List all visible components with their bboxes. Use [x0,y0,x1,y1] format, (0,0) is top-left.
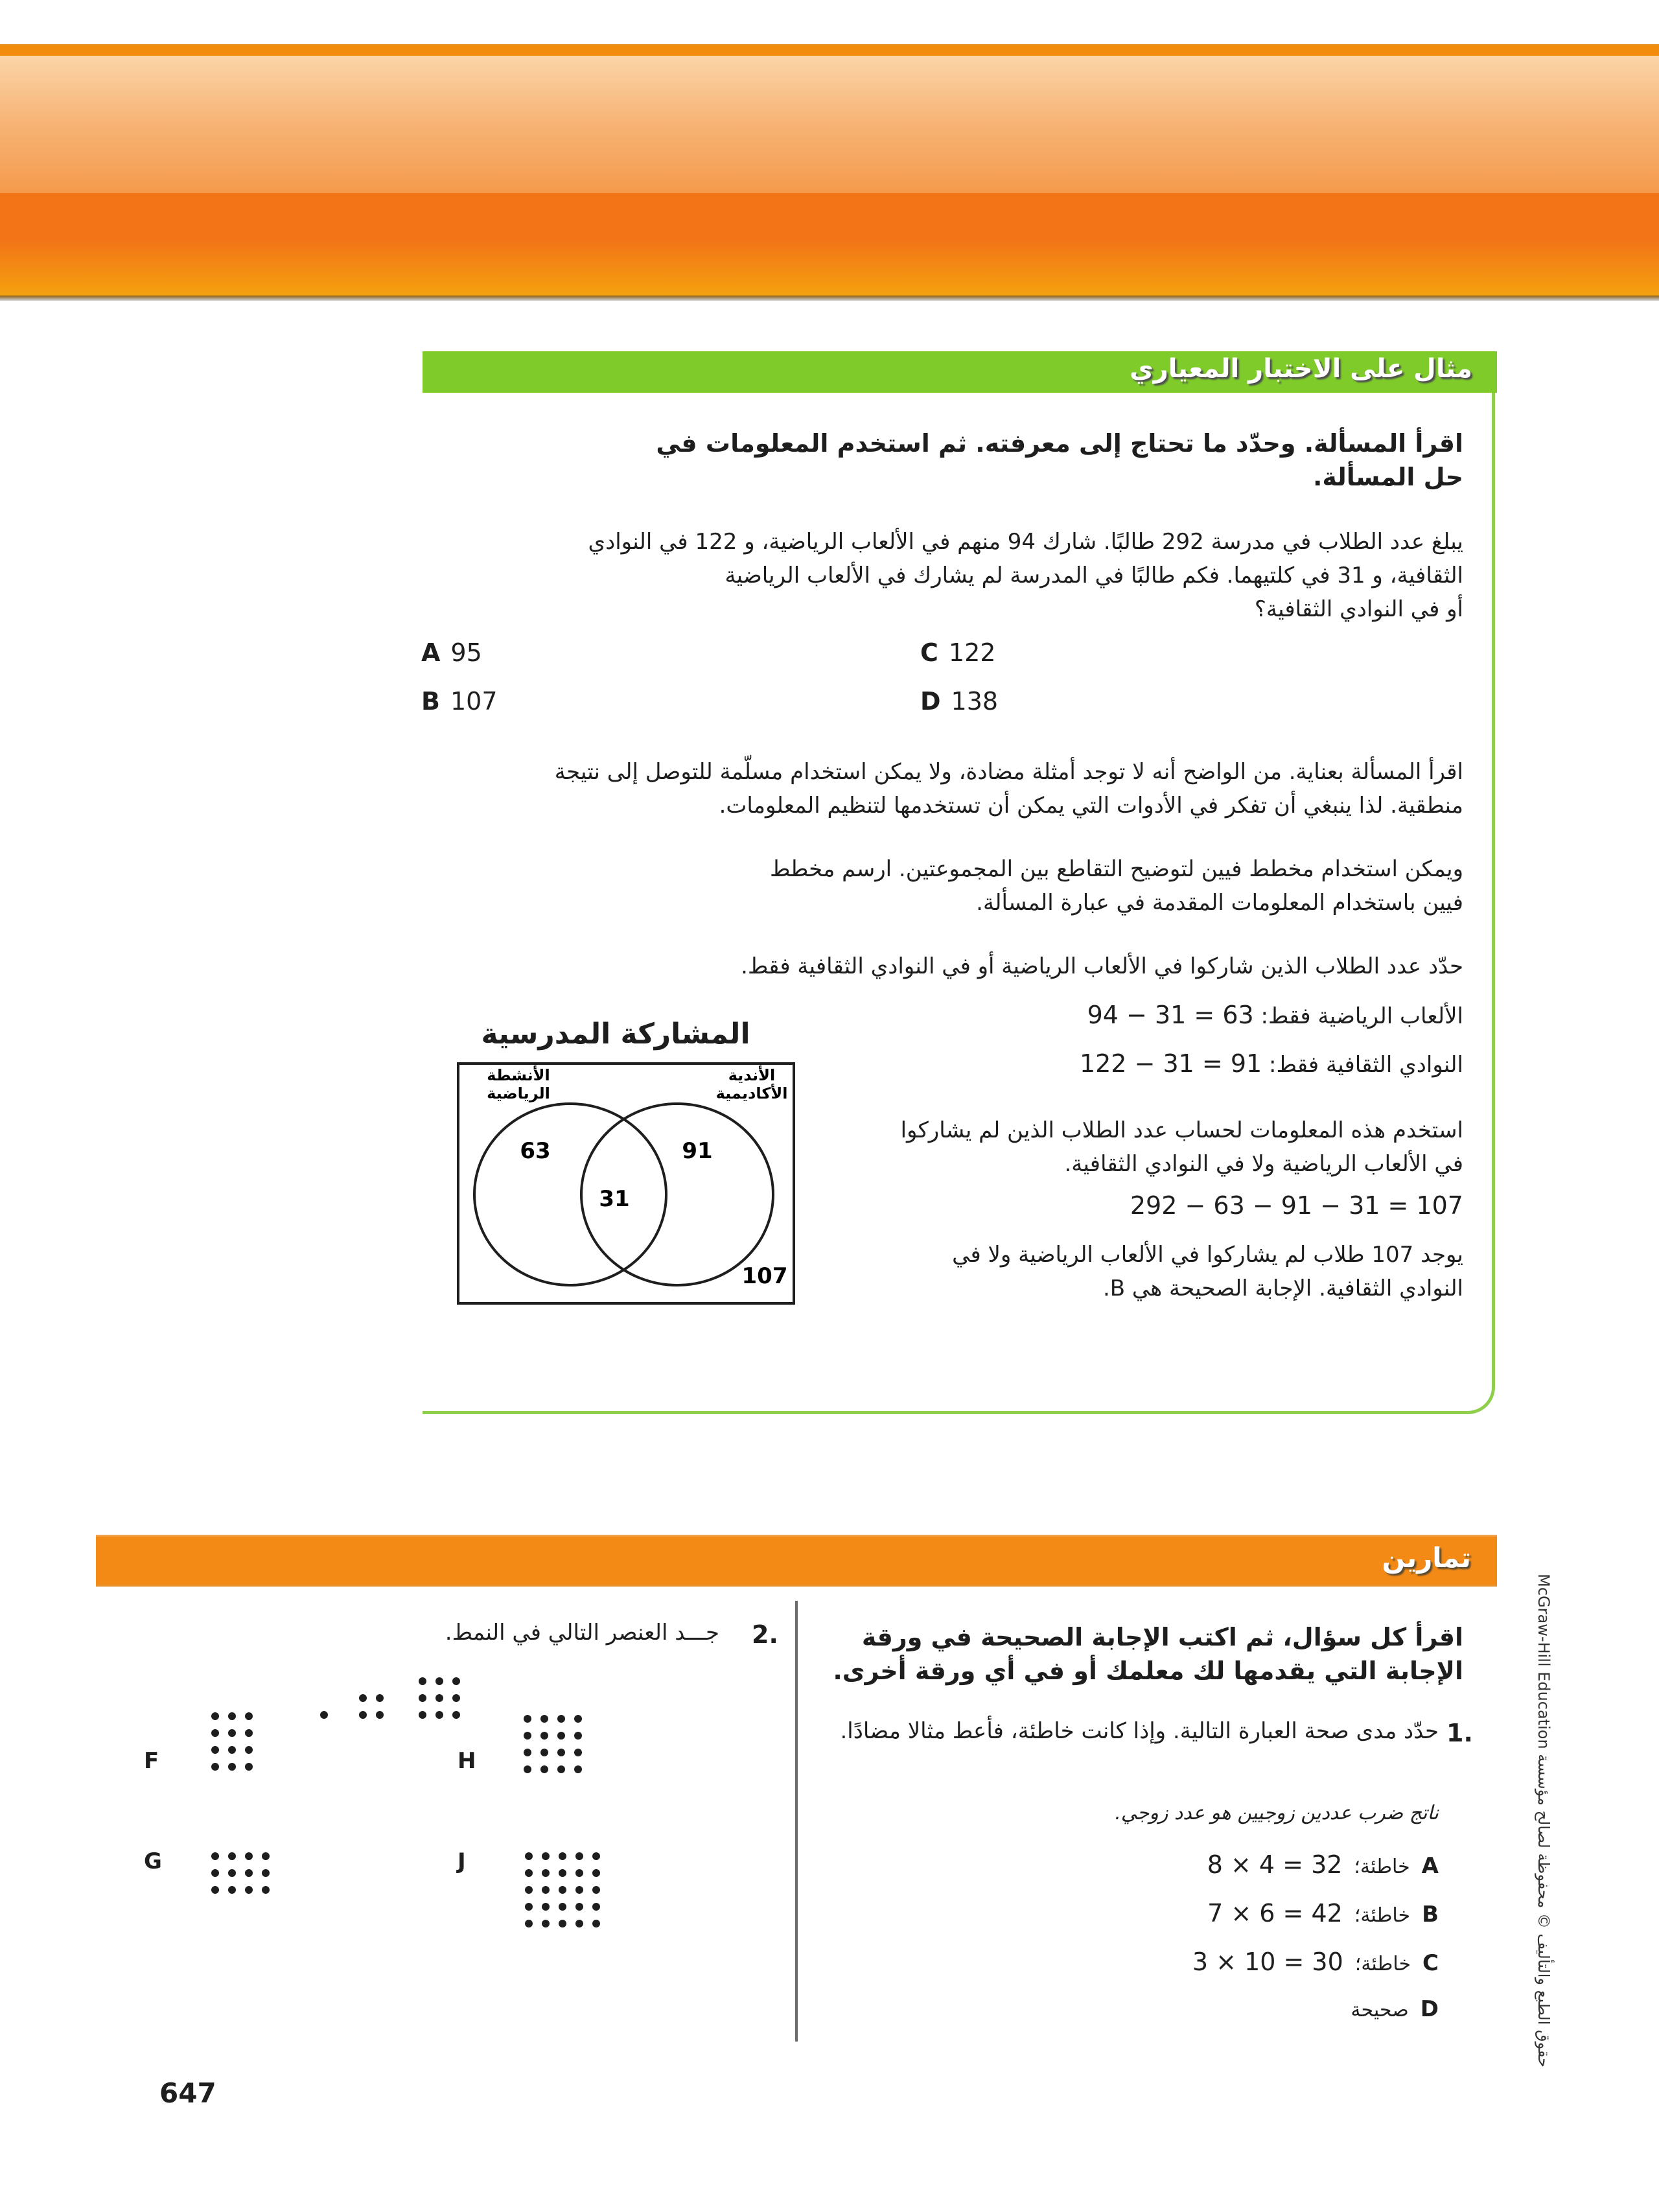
clubs-only-equation: 122 − 31 = 91 [1079,1049,1262,1078]
dot [211,1729,219,1737]
q1-option-d [1351,1996,1439,2022]
exercises-title: تمارين [1382,1542,1471,1574]
dot [211,1886,219,1894]
option-letter: A [1421,1853,1439,1879]
venn-left-label-line: الأنشطة [487,1066,550,1084]
dot [245,1869,253,1877]
exercises-header [96,1535,1497,1587]
dot [435,1694,443,1702]
dot [542,1852,550,1860]
dot [559,1920,566,1927]
dot [228,1869,236,1877]
banner-highlight [0,56,1659,193]
example-instruction: اقرأ المسألة. وحدّد ما تحتاج إلى معرفته. ثم استخدم المعلومات في حل المسألة. [656,429,1463,491]
dot [245,1763,253,1771]
q1-number: 1. [1446,1719,1473,1747]
copyright-notice: حقوق الطبع والتأليف © محفوظة لصالح مؤسسة McGraw-Hill Education [1535,1574,1553,2067]
dot [211,1712,219,1720]
dot [575,1869,583,1877]
dot [592,1903,600,1911]
text-line: النوادي الثقافية. الإجابة الصحيحة هي B. [1102,1275,1463,1301]
dot [359,1694,367,1702]
text-line: استخدم هذه المعلومات لحساب عدد الطلاب الذين لم يشاركوا [900,1117,1463,1143]
banner-shadow [0,296,1659,301]
text-line: اقرأ المسألة بعناية. من الواضح أنه لا توجد أمثلة مضادة، ولا يمكن استخدام مسلّمة للتوصل إلى نتيجة [554,759,1463,785]
venn-left-only-value: 63 [520,1138,551,1164]
venn-hint-text [621,852,1463,920]
choice-d [920,687,998,716]
option-label: خاطئة؛ [1354,1856,1410,1878]
dot [262,1852,270,1860]
venn-diagram [454,1060,797,1306]
venn-intersection-value: 31 [599,1186,630,1212]
q2-prompt: جـــد العنصر التالي في النمط. [445,1620,719,1646]
dot [228,1763,236,1771]
dot [575,1920,583,1927]
q2-option-j-letter: J [458,1848,466,1874]
option-label: صحيحة [1351,1999,1409,2021]
choice-letter: A [421,638,441,667]
dot [575,1852,583,1860]
banner-stripe [0,44,1659,57]
choice-value: 107 [450,687,498,716]
dot [419,1677,426,1685]
dot [542,1920,550,1927]
venn-right-label-line: الأكاديمية [715,1084,788,1102]
dot [540,1749,548,1756]
dot [320,1711,328,1719]
dot [524,1765,531,1773]
option-letter: C [1422,1950,1439,1976]
use-info-text [815,1113,1463,1181]
choice-letter: D [920,687,941,716]
choice-a [421,638,482,667]
dot [524,1732,531,1740]
choice-value: 122 [948,638,996,667]
read-carefully-text [426,755,1463,822]
dot [228,1729,236,1737]
dot [435,1711,443,1719]
text-line: ويمكن استخدام مخطط فيين لتوضيح التقاطع بين المجموعتين. ارسم مخطط [769,856,1463,882]
problem-line: أو في النوادي الثقافية؟ [1254,596,1463,622]
dot [228,1886,236,1894]
dot [574,1749,582,1756]
dot [245,1746,253,1754]
dot [452,1677,460,1685]
problem-line: يبلغ عدد الطلاب في مدرسة 292 طالبًا. شارك 94 منهم في الألعاب الرياضية، و 122 في النوادي [588,529,1463,555]
choice-letter: B [421,687,440,716]
q1-option-c [1192,1948,1439,1976]
choice-letter: C [920,638,938,667]
banner-fill [0,193,1659,297]
venn-circle-sports [474,1104,666,1285]
dot [525,1869,533,1877]
conclusion-text [815,1238,1463,1305]
dot [525,1903,533,1911]
q2-option-h-letter: H [458,1748,476,1774]
choice-c [920,638,995,667]
dot [540,1715,548,1723]
option-letter: D [1420,1996,1439,2022]
venn-right-only-value: 91 [682,1138,713,1164]
q1-statement: ناتج ضرب عددين زوجيين هو عدد زوجي. [1115,1802,1439,1824]
dot [228,1852,236,1860]
dot [557,1749,565,1756]
dot [592,1852,600,1860]
dot [245,1886,253,1894]
example-title: مثال على الاختبار المعياري [1130,354,1472,384]
text-line: فيين باستخدام المعلومات المقدمة في عبارة المسألة. [976,890,1463,916]
text-line: في الألعاب الرياضية ولا في النوادي الثقافية. [1064,1151,1463,1177]
determine-text: حدّد عدد الطلاب الذين شاركوا في الألعاب الرياضية أو في النوادي الثقافية فقط. [741,953,1463,979]
dot [525,1920,533,1927]
column-divider [795,1601,798,2042]
dot [228,1712,236,1720]
dot [557,1715,565,1723]
page-number: 647 [159,2077,216,2109]
sports-only-equation: 94 − 31 = 63 [1087,1001,1254,1029]
q1-option-a [1207,1850,1439,1879]
option-equation: 8 × 4 = 32 [1207,1850,1343,1879]
dot [525,1886,533,1894]
option-label: خاطئة؛ [1354,1953,1411,1975]
dot [592,1920,600,1927]
dot [542,1869,550,1877]
exercises-instruction: اقرأ كل سؤال، ثم اكتب الإجابة الصحيحة في ورقة الإجابة التي يقدمها لك معلمك أو في أي ورقة أخرى. [833,1623,1463,1685]
dot [211,1869,219,1877]
choice-value: 95 [450,638,482,667]
text-line: يوجد 107 طلاب لم يشاركوا في الألعاب الرياضية ولا في [952,1242,1463,1268]
dot [245,1712,253,1720]
venn-title: المشاركة المدرسية [481,1018,750,1051]
dot [575,1886,583,1894]
dot [376,1694,384,1702]
option-letter: B [1422,1902,1439,1927]
example-header [423,351,1497,393]
problem-line: الثقافية، و 31 في كلتيهما. فكم طالبًا في المدرسة لم يشارك في الألعاب الرياضية [725,563,1463,588]
option-label: خاطئة؛ [1354,1904,1411,1927]
sports-only-line [815,998,1463,1033]
choice-b [421,687,498,716]
dot [559,1903,566,1911]
dot [435,1677,443,1685]
top-banner [0,44,1659,301]
dot [211,1763,219,1771]
option-equation: 3 × 10 = 30 [1192,1948,1343,1976]
dot [228,1746,236,1754]
dot [245,1852,253,1860]
sports-only-label: الألعاب الرياضية فقط: [1260,1003,1463,1029]
venn-left-label-line: الرياضية [487,1084,550,1102]
dot [525,1852,533,1860]
option-equation: 7 × 6 = 42 [1207,1899,1343,1927]
dot [419,1694,426,1702]
problem-text [439,525,1463,626]
dot [540,1732,548,1740]
dot [592,1869,600,1877]
dot [575,1903,583,1911]
dot [211,1746,219,1754]
dot [559,1852,566,1860]
q2-option-g-letter: G [144,1848,162,1874]
dot [542,1903,550,1911]
dot [524,1749,531,1756]
dot [574,1732,582,1740]
q1-prompt: حدّد مدى صحة العبارة التالية. وإذا كانت خاطئة، فأعط مثالا مضادًا. [840,1718,1439,1744]
choice-value: 138 [951,687,999,716]
venn-right-label-line: الأندية [728,1066,776,1084]
dot [211,1852,219,1860]
dot [559,1869,566,1877]
dot [452,1694,460,1702]
dot [574,1715,582,1723]
clubs-only-label: النوادي الثقافية فقط: [1269,1052,1463,1078]
text-line: منطقية. لذا ينبغي أن تفكر في الأدوات التي يمكن أن تستخدمها لتنظيم المعلومات. [719,793,1463,819]
dot [452,1711,460,1719]
q1-option-b [1207,1899,1439,1927]
dot [559,1886,566,1894]
q2-option-f-letter: F [144,1748,159,1774]
dot [245,1729,253,1737]
dot [557,1732,565,1740]
dot [376,1711,384,1719]
dot [262,1869,270,1877]
clubs-only-line [815,1047,1463,1082]
dot [592,1886,600,1894]
dot [262,1886,270,1894]
dot [542,1886,550,1894]
dot [419,1711,426,1719]
dot [540,1765,548,1773]
final-equation: 292 − 63 − 91 − 31 = 107 [1130,1191,1463,1220]
dot [557,1765,565,1773]
dot [524,1715,531,1723]
venn-neither-value: 107 [741,1263,788,1289]
dot [359,1711,367,1719]
dot [574,1765,582,1773]
q2-number: 2. [752,1620,778,1649]
